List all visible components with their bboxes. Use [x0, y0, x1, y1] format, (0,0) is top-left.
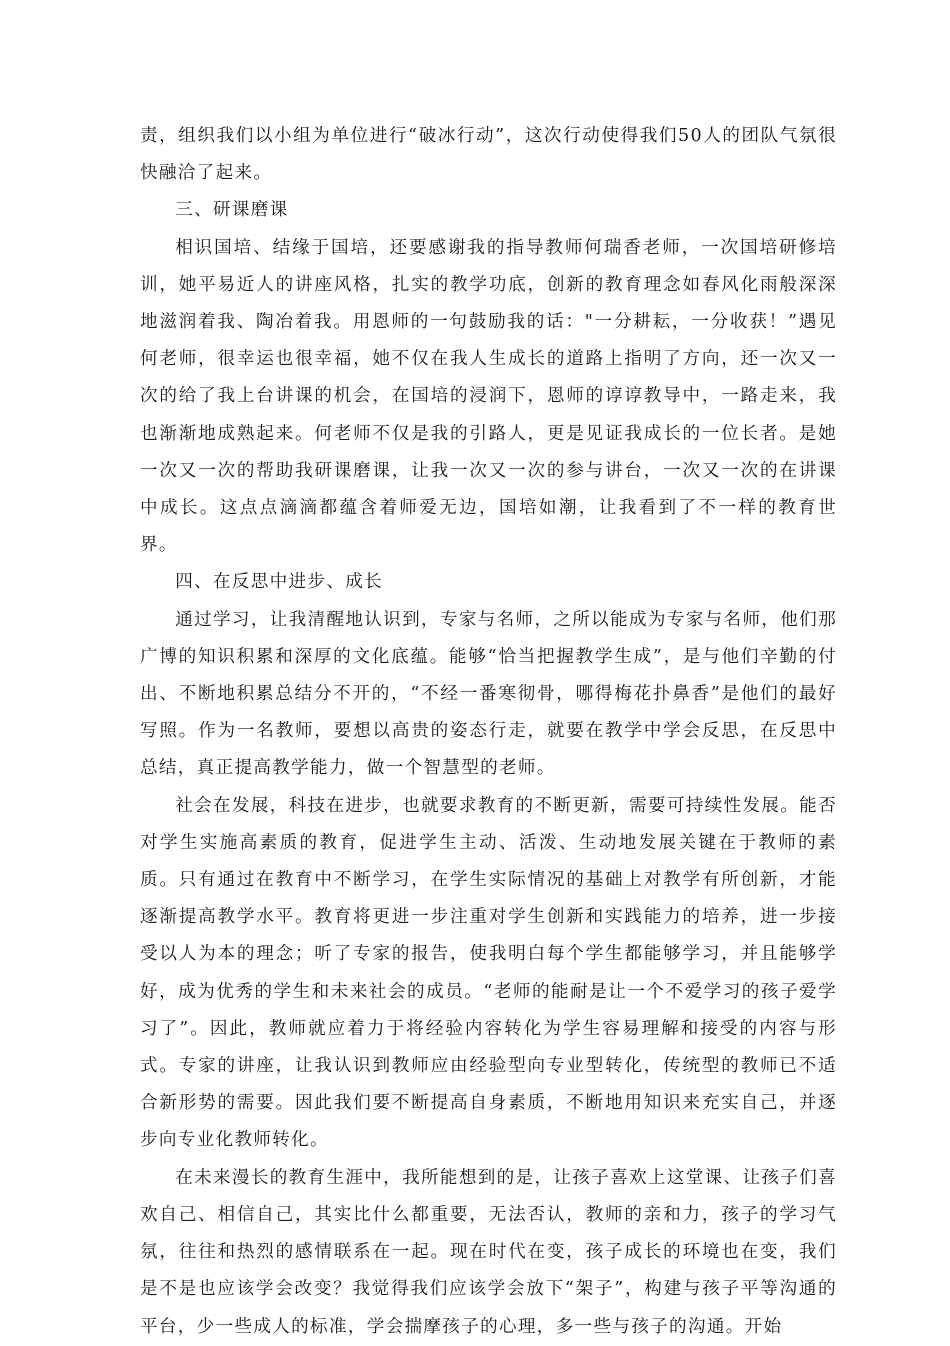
- body-paragraph: 社会在发展，科技在进步，也就要求教育的不断更新，需要可持续性发展。能否对学生实施高素质的教育，促进学生主动、活泼、生动地发展关键在于教师的素质。只有通过在教育中不断学习，在学生实际情况的基础上对教学有所创新，才能逐渐提高教学水平。教育将更进一步注重对学生创新和实践能力的培养，进一步接受以人为本的理念；听了专家的报告，使我明白每个学生都能够学习，并且能够学好，成为优秀的学生和未来社会的成员。“老师的能耐是让一个不爱学习的孩子爱学习了”。因此，教师就应着力于将经验内容转化为学生容易理解和接受的内容与形式。专家的讲座，让我认识到教师应由经验型向专业型转化，传统型的教师已不适合新形势的需要。因此我们要不断提高自身素质，不断地用知识来充实自己，并逐步向专业化教师转化。: [140, 795, 837, 1151]
- continuation-paragraph: 责，组织我们以小组为单位进行“破冰行动”，这次行动使得我们50人的团队气氛很快融洽了起来。: [140, 126, 837, 184]
- body-paragraph: 通过学习，让我清醒地认识到，专家与名师，之所以能成为专家与名师，他们那广博的知识积累和深厚的文化底蕴。能够“恰当把握教学生成”，是与他们辛勤的付出、不断地积累总结分不开的，“不经一番寒彻骨，哪得梅花扑鼻香”是他们的最好写照。作为一名教师，要想以高贵的姿态行走，就要在教学中学会反思，在反思中总结，真正提高教学能力，做一个智慧型的老师。: [140, 609, 837, 779]
- section-heading-4: 四、在反思中进步、成长: [175, 572, 384, 593]
- section-heading-3: 三、研课磨课: [175, 200, 289, 221]
- document-page: [140, 118, 837, 1346]
- body-paragraph: 在未来漫长的教育生涯中，我所能想到的是，让孩子喜欢上这堂课、让孩子们喜欢自己、相信自己，其实比什么都重要，无法否认，教师的亲和力，孩子的学习气氛，往往和热烈的感情联系在一起。现在时代在变，孩子成长的环境也在变，我们是不是也应该学会改变？我觉得我们应该学会放下“架子”，构建与孩子平等沟通的平台，少一些成人的标准，学会揣摩孩子的心理，多一些与孩子的沟通。开始: [140, 1167, 837, 1337]
- body-paragraph: 相识国培、结缘于国培，还要感谢我的指导教师何瑞香老师，一次国培研修培训，她平易近人的讲座风格，扎实的教学功底，创新的教育理念如春风化雨般深深地滋润着我、陶冶着我。用恩师的一句鼓励我的话："一分耕耘，一分收获！”遇见何老师，很幸运也很幸福，她不仅在我人生成长的道路上指明了方向，还一次又一次的给了我上台讲课的机会，在国培的浸润下，恩师的谆谆教导中，一路走来，我也渐渐地成熟起来。何老师不仅是我的引路人，更是见证我成长的一位长者。是她一次又一次的帮助我研课磨课，让我一次又一次的参与讲台，一次又一次的在讲课中成长。这点点滴滴都蕴含着师爱无边，国培如潮，让我看到了不一样的教育世界。: [140, 237, 837, 556]
